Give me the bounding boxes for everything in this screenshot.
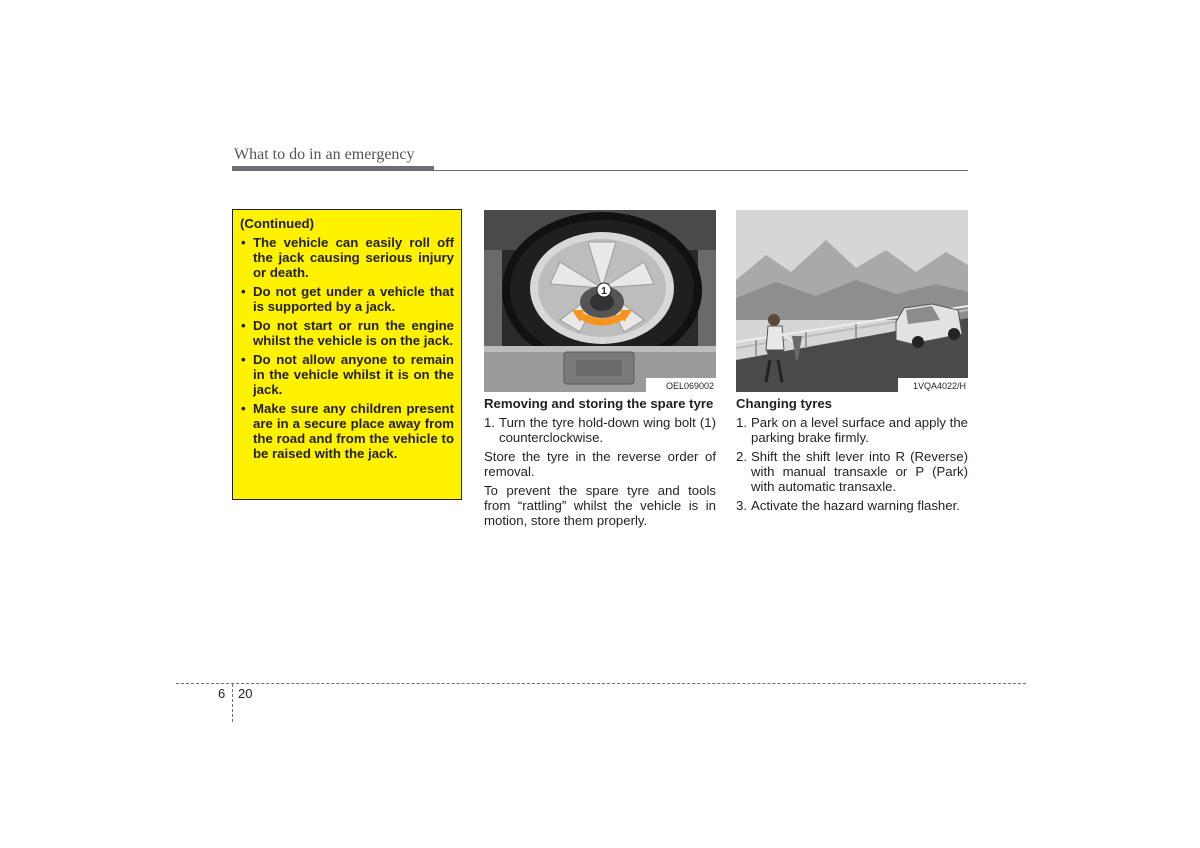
roadside-drawing [736,210,968,392]
page-number: 20 [238,686,253,701]
warning-box [232,209,462,500]
step-item [736,415,968,445]
step-item [736,498,968,513]
step-item [484,415,716,445]
warning-item: • Do not get under a vehicle that is supported by a jack. [240,284,454,314]
step-text: Turn the tyre hold-down wing bolt (1) counterclockwise. [499,415,716,445]
chapter-number: 6 [218,686,226,701]
changing-section [736,396,968,517]
header-rule [232,170,968,171]
warning-item: • Do not allow anyone to remain in the vehicle whilst it is on the jack. [240,352,454,397]
step-text: Park on a level surface and apply the parking brake firmly. [751,415,968,445]
warning-item: • Do not start or run the engine whilst the vehicle is on the jack. [240,318,454,348]
roadside-illustration [736,210,968,392]
step-text: Shift the shift lever into R (Reverse) with manual transaxle or P (Park) with automatic transaxle. [751,449,968,494]
footer-rule [176,683,1026,684]
callout-1-label: 1 [601,286,607,297]
spare-tyre-illustration [484,210,716,392]
step-text: Activate the hazard warning flasher. [751,498,960,513]
removing-paragraph: Store the tyre in the reverse order of removal. [484,449,716,479]
page-header-title: What to do in an emergency [234,146,415,163]
step-item [736,449,968,494]
removing-paragraph: To prevent the spare tyre and tools from “rattling” whilst the vehicle is in motion, store them properly. [484,483,716,528]
step-number: 3. [736,498,747,513]
warning-item: • The vehicle can easily roll off the jack causing serious injury or death. [240,235,454,280]
changing-steps [736,415,968,513]
removing-section [484,396,716,532]
changing-heading: Changing tyres [736,396,832,411]
figure-code: OEL069002 [665,381,714,391]
step-number: 1. [736,415,747,430]
footer-divider [232,684,233,722]
warning-list [240,235,454,461]
removing-heading: Removing and storing the spare tyre [484,396,714,411]
warning-continued-label: (Continued) [240,216,314,231]
warning-item: • Make sure any children present are in a secure place away from the road and from the vehicle to be raised with the jack. [240,401,454,461]
figure-code: 1VQA4022/H [912,381,966,391]
removing-steps [484,415,716,445]
spare-tyre-drawing [484,210,716,392]
step-number: 1. [484,415,495,430]
step-number: 2. [736,449,747,464]
